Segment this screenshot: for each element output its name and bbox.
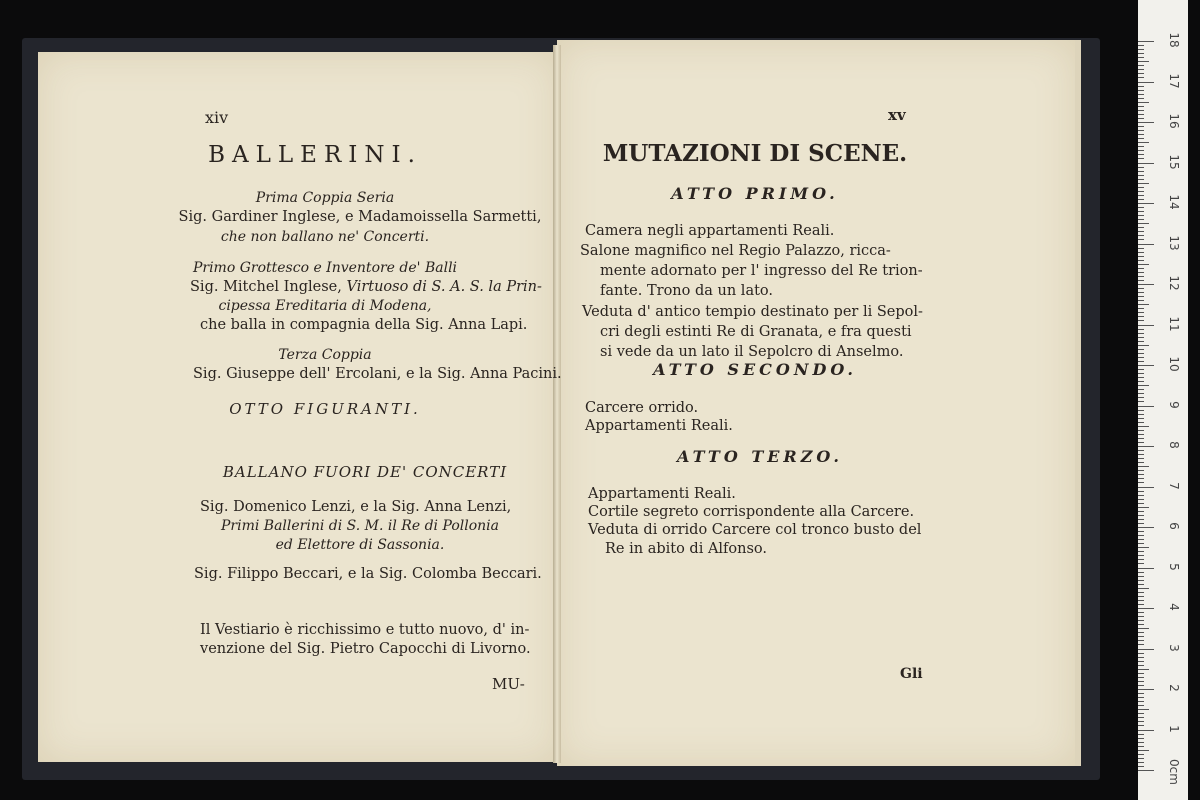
terza-coppia-line: Sig. Giuseppe dell' Ercolani, e la Sig. Anna Pacini. [193,366,562,382]
ruler-tick [1138,649,1154,650]
ruler-tick [1138,401,1144,402]
ruler-tick [1138,288,1144,289]
ruler-tick [1138,624,1144,625]
ballano-fuori-line: Primi Ballerini di S. M. il Re di Pollonia [221,518,499,534]
ruler-tick [1138,329,1144,330]
ruler-tick [1138,470,1144,471]
ruler-tick [1138,385,1149,386]
ruler-tick [1138,746,1144,747]
ruler-tick [1138,628,1149,629]
ruler-tick [1138,701,1144,702]
ballano-fuori-heading: BALLANO FUORI DE' CONCERTI [222,463,508,481]
ruler-tick [1138,158,1144,159]
ruler-tick [1138,73,1144,74]
ruler-tick [1138,146,1144,147]
ruler-tick [1138,588,1149,589]
ruler-tick [1138,219,1144,220]
ruler-tick [1138,738,1144,739]
ruler-tick [1138,418,1144,419]
ruler-tick [1138,126,1144,127]
ruler-tick [1138,106,1144,107]
ruler-tick [1138,41,1154,42]
ruler-label: 15 [1167,153,1181,170]
ruler-tick [1138,114,1144,115]
ruler-tick [1138,361,1144,362]
ruler-tick [1138,215,1144,216]
ruler-tick [1138,110,1144,111]
ruler-tick [1138,495,1144,496]
ruler-tick [1138,373,1144,374]
ruler-label: 7 [1167,481,1181,490]
ruler-tick [1138,393,1144,394]
ruler-label: 4 [1167,603,1181,611]
prima-coppia-line: che non ballano ne' Concerti. [220,229,430,245]
ruler-tick [1138,199,1144,200]
ruler-tick [1138,478,1144,479]
ruler-tick [1138,487,1154,488]
ruler-label: 11 [1167,315,1181,332]
primo-grottesco-line: cipessa Ereditaria di Modena, [218,298,432,314]
ruler-tick [1138,713,1144,714]
ruler-label: 0cm [1167,759,1181,785]
ruler-tick [1138,705,1144,706]
ruler-tick [1138,446,1154,447]
ruler-tick [1138,580,1144,581]
ruler-label: 16 [1167,113,1181,129]
primo-grottesco-title: Virtuoso di S. A. S. la Prin- [346,279,542,295]
ruler-tick [1138,130,1144,131]
ruler-tick [1138,179,1144,180]
ruler-label: 18 [1167,32,1181,48]
ruler-tick [1138,69,1144,70]
ruler-tick [1138,397,1144,398]
ruler-tick [1138,653,1144,654]
ruler-tick [1138,555,1144,556]
ruler-tick [1138,86,1144,87]
ruler-tick [1138,657,1144,658]
right-page-title: MUTAZIONI DI SCENE. [602,140,908,167]
ruler-tick [1138,260,1144,261]
ruler-tick [1138,231,1144,232]
ruler-tick [1138,268,1144,269]
ruler-tick [1138,462,1144,463]
ruler-tick [1138,559,1144,560]
ruler-tick [1138,515,1144,516]
ruler-tick [1138,750,1149,751]
ruler-tick [1138,665,1144,666]
ruler-tick [1138,673,1144,674]
ruler-tick [1138,535,1144,536]
ruler-tick [1138,669,1149,670]
atto-primo-line: mente adornato per l' ingresso del Re trion- [600,263,923,279]
ruler-tick [1138,300,1144,301]
ruler-tick [1138,770,1154,771]
ruler-tick [1138,693,1144,694]
primo-grottesco-name: Sig. Mitchel Inglese, [190,279,347,295]
ruler-tick [1138,175,1144,176]
right-catchword: Gli [900,666,923,682]
measurement-ruler [1138,0,1188,800]
ruler-tick [1138,636,1144,637]
ruler-tick [1138,454,1144,455]
ruler-tick [1138,308,1144,309]
ruler-label: 10 [1167,356,1181,372]
ruler-tick [1138,276,1144,277]
ruler-tick [1138,45,1144,46]
ruler-tick [1138,211,1144,212]
ruler-label: 3 [1167,643,1181,652]
ruler-tick [1138,717,1144,718]
ruler-tick [1138,608,1154,609]
ruler-tick [1138,65,1144,66]
ruler-tick [1138,466,1149,467]
ruler-tick [1138,458,1144,459]
ruler-label: 5 [1167,562,1181,571]
atto-primo-line: si vede da un lato il Sepolcro di Anselmo. [600,344,904,360]
ruler-tick [1138,640,1144,641]
ruler-tick [1138,203,1154,204]
ruler-tick [1138,333,1144,334]
ruler-tick [1138,434,1144,435]
ruler-tick [1138,616,1144,617]
ruler-tick [1138,450,1144,451]
ruler-tick [1138,256,1144,257]
ruler-tick [1138,531,1144,532]
ruler-label: 9 [1167,400,1181,409]
atto-primo-line: fante. Trono da un lato. [600,283,774,299]
ruler-tick [1138,102,1149,103]
atto-primo-line: cri degli estinti Re di Granata, e fra questi [600,324,912,340]
ruler-tick [1138,596,1144,597]
atto-secondo-heading: ATTO SECONDO. [653,360,857,379]
ruler-tick [1138,600,1144,601]
ruler-tick [1138,142,1149,143]
ruler-tick [1138,685,1144,686]
ruler-tick [1138,316,1144,317]
prima-coppia-line: Sig. Gardiner Inglese, e Madamoissella Sarmetti, [178,209,542,225]
atto-primo-line: Camera negli appartamenti Reali. [585,223,835,239]
ruler-tick [1138,511,1144,512]
ruler-tick [1138,223,1149,224]
ruler-tick [1138,248,1144,249]
ruler-tick [1138,94,1144,95]
ruler-label: 1 [1167,724,1181,733]
ruler-tick [1138,239,1144,240]
ruler-tick [1138,426,1149,427]
ruler-tick [1138,49,1144,50]
ruler-tick [1138,604,1144,605]
ballano-fuori-line: Sig. Domenico Lenzi, e la Sig. Anna Lenzi, [200,499,512,515]
ruler-tick [1138,430,1144,431]
ruler-tick [1138,77,1144,78]
primo-grottesco-line: che balla in compagnia della Sig. Anna Lapi. [200,317,528,333]
ruler-tick [1138,766,1144,767]
atto-primo-heading: ATTO PRIMO. [671,184,839,203]
atto-terzo-heading: ATTO TERZO. [677,447,843,466]
left-catchword: MU- [492,675,525,693]
ruler-tick [1138,98,1144,99]
ruler-tick [1138,491,1144,492]
ruler-tick [1138,118,1144,119]
ruler-tick [1138,543,1144,544]
ruler-tick [1138,547,1149,548]
ruler-tick [1138,689,1154,690]
ruler-tick [1138,292,1144,293]
ruler-label: 2 [1167,684,1181,692]
ruler-tick [1138,507,1149,508]
ruler-tick [1138,349,1144,350]
ruler-tick [1138,762,1144,763]
ruler-tick [1138,61,1149,62]
right-page-number: xv [888,106,906,124]
prima-coppia-heading: Prima Coppia Seria [255,190,395,206]
ruler-tick [1138,503,1144,504]
atto-secondo-line: Carcere orrido. [585,400,699,416]
atto-terzo-line: Appartamenti Reali. [588,486,736,502]
vestiario-line: Il Vestiario è ricchissimo e tutto nuovo, d' in- [200,622,530,638]
ruler-tick [1138,122,1154,123]
ruler-tick [1138,150,1144,151]
ruler-tick [1138,138,1144,139]
ruler-tick [1138,264,1149,265]
ruler-tick [1138,296,1144,297]
ruler-tick [1138,414,1144,415]
ruler-tick [1138,754,1144,755]
ruler-tick [1138,389,1144,390]
ruler-tick [1138,191,1144,192]
ruler-tick [1138,442,1144,443]
ruler-tick [1138,167,1144,168]
ruler-tick [1138,592,1144,593]
ruler-tick [1138,341,1144,342]
ruler-tick [1138,320,1144,321]
ruler-tick [1138,90,1144,91]
vestiario-line: venzione del Sig. Pietro Capocchi di Livorno. [200,641,531,657]
beccari-line: Sig. Filippo Beccari, e la Sig. Colomba Beccari. [194,566,542,582]
ruler-label: 6 [1167,522,1181,530]
ruler-tick [1138,499,1144,500]
ruler-tick [1138,563,1144,564]
book-gutter [553,45,561,763]
ruler-tick [1138,725,1144,726]
ruler-tick [1138,681,1144,682]
ruler-tick [1138,82,1154,83]
primo-grottesco-line [190,279,542,295]
ruler-tick [1138,357,1144,358]
ruler-tick [1138,523,1144,524]
atto-primo-line: Salone magnifico nel Regio Palazzo, ricca- [580,243,891,259]
ruler-tick [1138,661,1144,662]
ruler-tick [1138,697,1144,698]
ruler-label: 13 [1167,234,1181,251]
ruler-tick [1138,134,1144,135]
atto-terzo-line: Cortile segreto corrispondente alla Carcere. [588,504,915,520]
ruler-tick [1138,612,1144,613]
ruler-tick [1138,422,1144,423]
terza-coppia-heading: Terza Coppia [278,347,372,363]
ruler-tick [1138,235,1144,236]
ruler-tick [1138,576,1144,577]
primo-grottesco-heading: Primo Grottesco e Inventore de' Balli [192,260,458,276]
ruler-label: 12 [1167,275,1181,291]
ruler-tick [1138,244,1154,245]
ruler-label: 14 [1167,194,1181,210]
ruler-tick [1138,227,1144,228]
atto-terzo-line: Veduta di orrido Carcere col tronco busto del [588,522,922,538]
ruler-tick [1138,187,1144,188]
ruler-tick [1138,284,1154,285]
left-page-title: BALLERINI. [208,142,422,168]
ruler-tick [1138,381,1144,382]
otto-figuranti-heading: OTTO FIGURANTI. [229,400,421,418]
ruler-tick [1138,207,1144,208]
ruler-tick [1138,163,1154,164]
ruler-tick [1138,406,1154,407]
ruler-tick [1138,171,1144,172]
ruler-tick [1138,632,1144,633]
ruler-tick [1138,620,1144,621]
ruler-tick [1138,527,1154,528]
left-page-number: xiv [205,108,229,127]
ruler-tick [1138,280,1144,281]
ruler-tick [1138,758,1144,759]
ruler-tick [1138,572,1144,573]
ruler-tick [1138,345,1149,346]
ruler-tick [1138,252,1144,253]
ruler-label: 17 [1167,72,1181,89]
ruler-tick [1138,482,1144,483]
ruler-tick [1138,474,1144,475]
ruler-tick [1138,742,1144,743]
ruler-tick [1138,568,1154,569]
ruler-tick [1138,551,1144,552]
ruler-tick [1138,369,1144,370]
ruler-label: 8 [1167,441,1181,449]
atto-primo-line: Veduta d' antico tempio destinato per li Sepol- [582,304,923,320]
ruler-tick [1138,519,1144,520]
ruler-tick [1138,337,1144,338]
ruler-tick [1138,183,1149,184]
ruler-tick [1138,353,1144,354]
ruler-tick [1138,677,1144,678]
ruler-tick [1138,195,1144,196]
ruler-tick [1138,721,1144,722]
ruler-tick [1138,730,1154,731]
atto-secondo-line: Appartamenti Reali. [585,418,733,434]
atto-terzo-line: Re in abito di Alfonso. [605,541,768,557]
ruler-tick [1138,438,1144,439]
ruler-tick [1138,312,1144,313]
ruler-tick [1138,410,1144,411]
ruler-tick [1138,584,1144,585]
ruler-tick [1138,57,1144,58]
ruler-tick [1138,325,1154,326]
ruler-tick [1138,734,1144,735]
ruler-tick [1138,365,1154,366]
ballano-fuori-line: ed Elettore di Sassonia. [275,537,445,553]
ruler-tick [1138,539,1144,540]
ruler-tick [1138,154,1144,155]
ruler-tick [1138,304,1149,305]
ruler-tick [1138,272,1144,273]
ruler-tick [1138,644,1144,645]
ruler-tick [1138,377,1144,378]
ruler-tick [1138,709,1149,710]
ruler-tick [1138,53,1144,54]
